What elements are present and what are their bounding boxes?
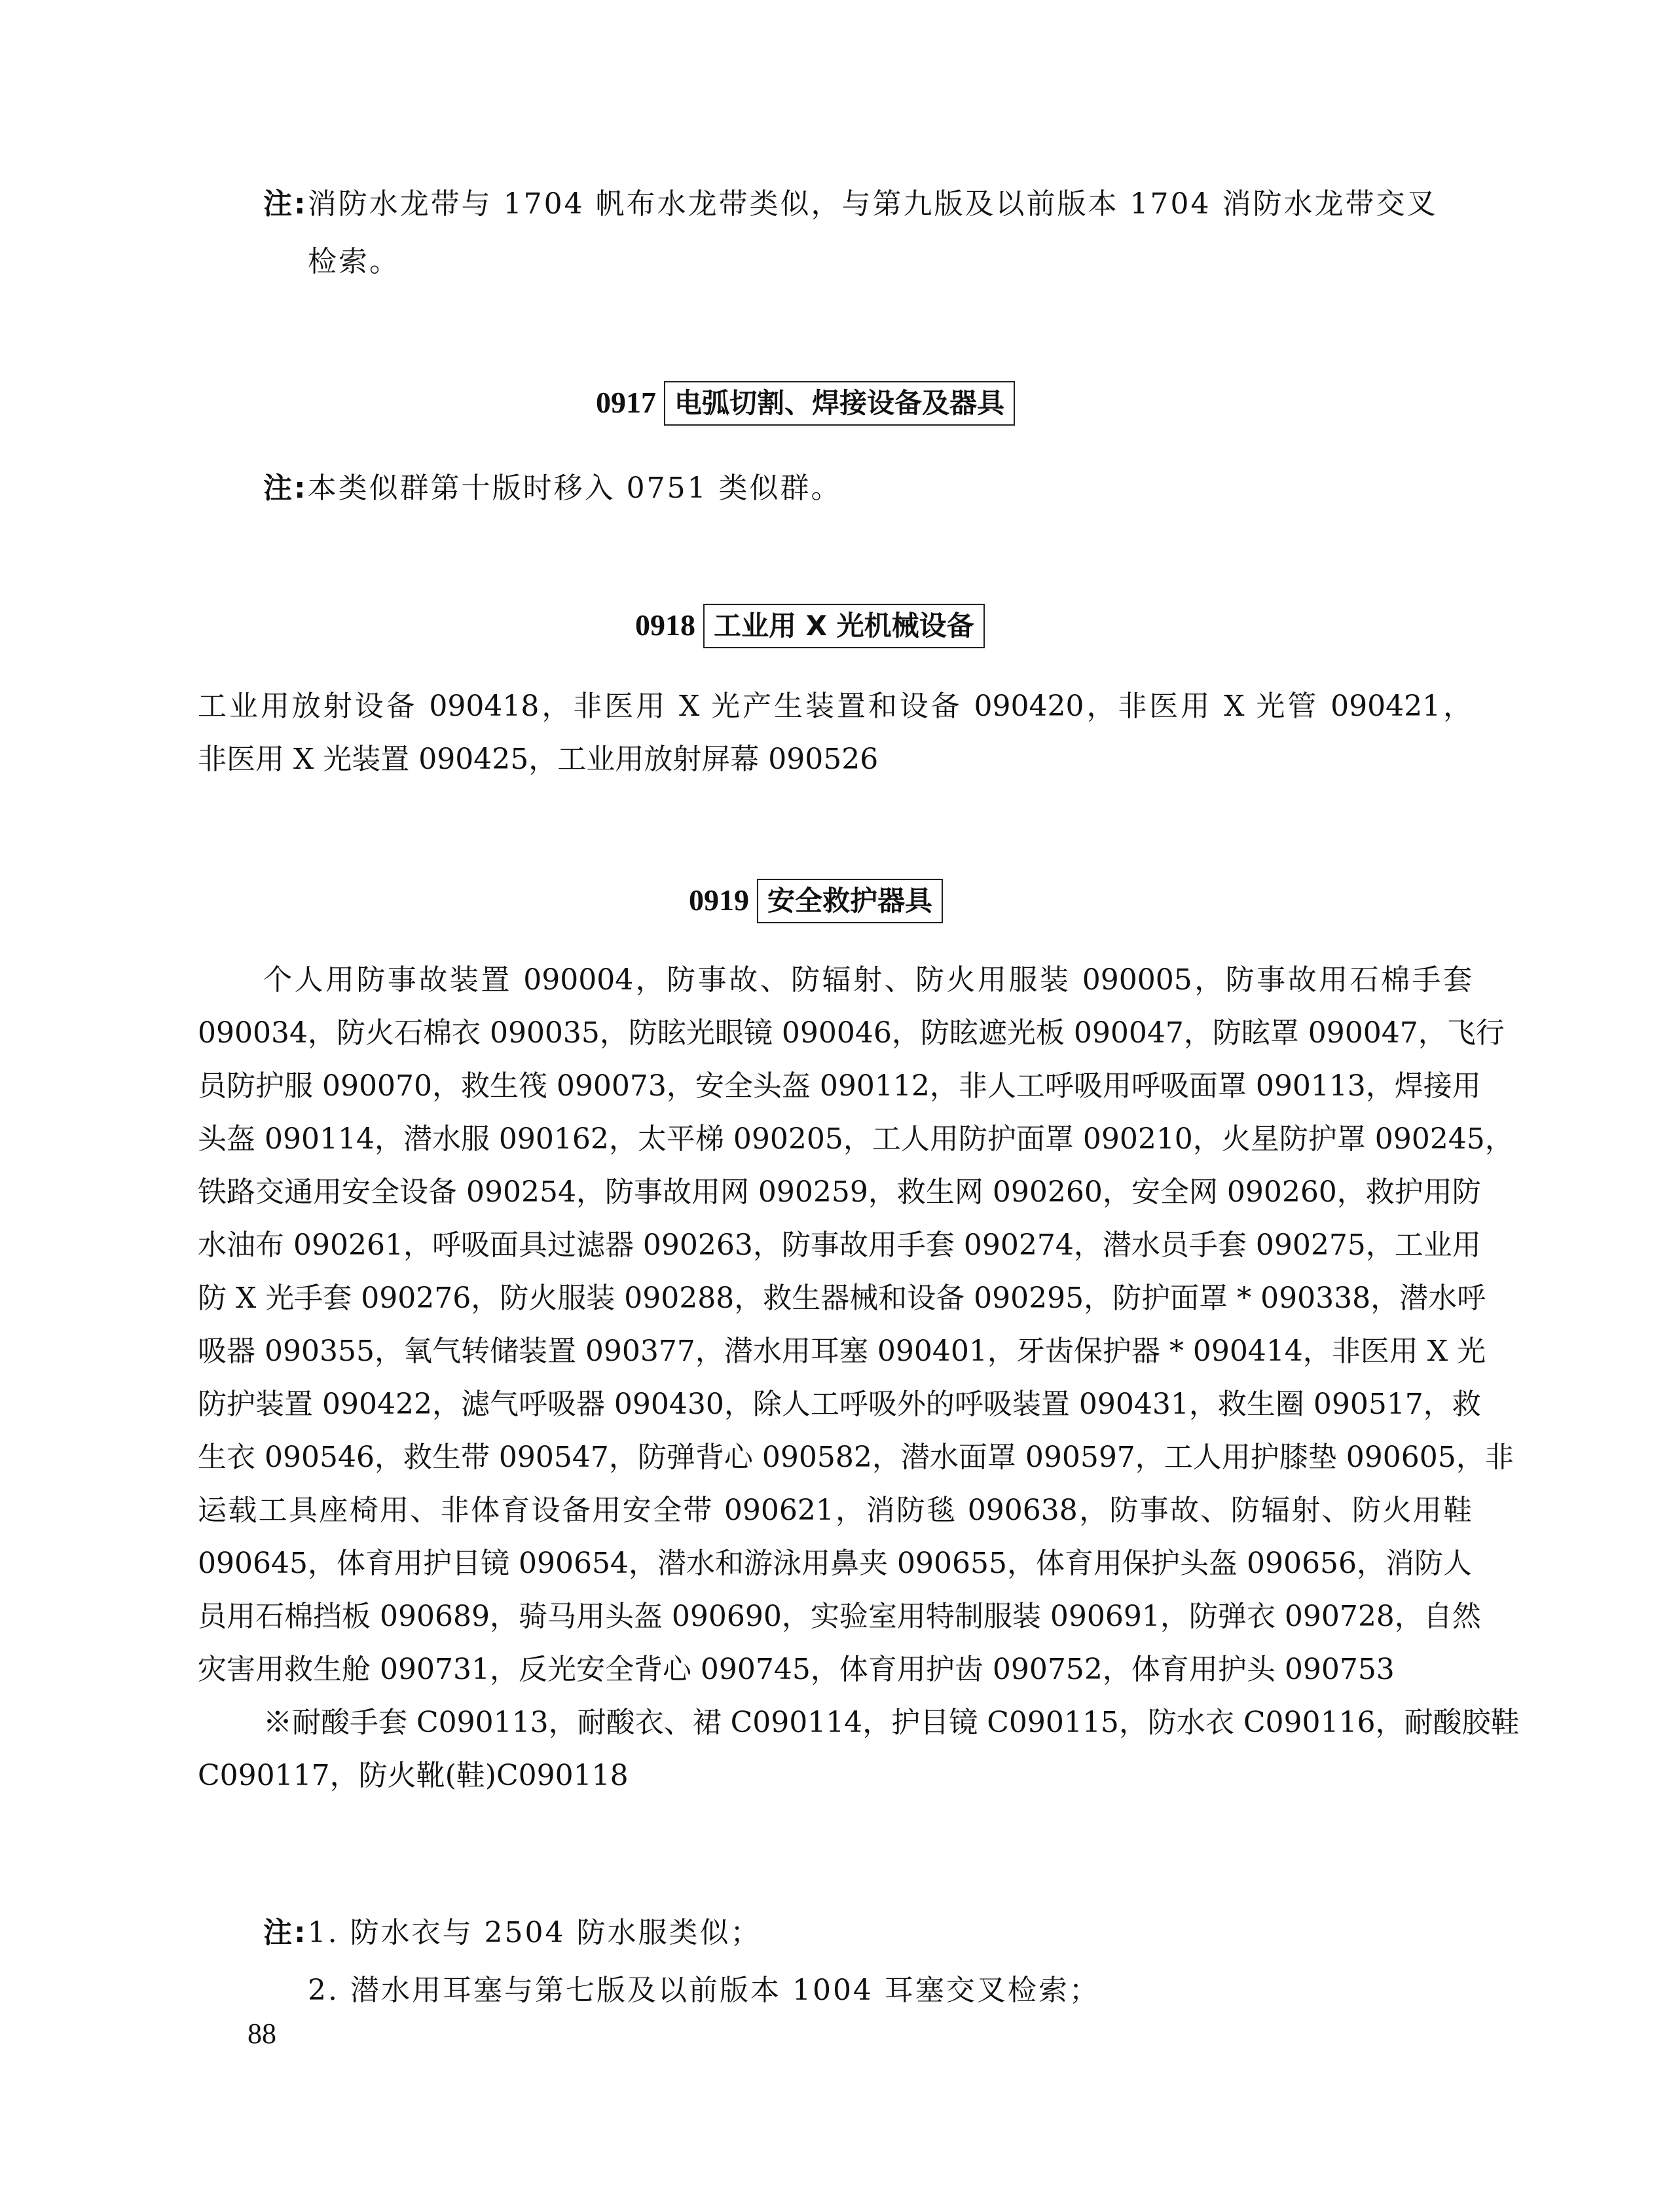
- class-title: 工业用 X 光机械设备: [703, 604, 985, 648]
- class-title: 电弧切割、焊接设备及器具: [664, 381, 1015, 426]
- body-line: 090034，防火石棉衣 090035，防眩光眼镜 090046，防眩遮光板 090047，防眩罩 090047，飞行: [198, 1016, 1505, 1050]
- note-text: 2. 潜水用耳塞与第七版及以前版本 1004 耳塞交叉检索；: [308, 1974, 1100, 2007]
- section-body-0919: [198, 953, 1520, 1802]
- section-body-0918: [198, 680, 1472, 786]
- body-line: 运载工具座椅用、非体育设备用安全带 090621，消防毯 090638，防事故、防辐射、防火用鞋: [198, 1494, 1472, 1527]
- class-code: 0919: [689, 883, 749, 917]
- class-title: 安全救护器具: [757, 879, 943, 923]
- body-line: 员防护服 090070，救生筏 090073，安全头盔 090112，非人工呼吸用呼吸面罩 090113，焊接用: [198, 1069, 1481, 1103]
- body-line: 员用石棉挡板 090689，骑马用头盔 090690，实验室用特制服装 090691，防弹衣 090728，自然: [198, 1600, 1481, 1633]
- body-line: 生衣 090546，救生带 090547，防弹背心 090582，潜水面罩 090597，工人用护膝垫 090605，非: [198, 1441, 1514, 1474]
- section-note-0919-1: [263, 1907, 762, 1959]
- top-note: [263, 178, 1438, 230]
- section-heading-0919: [689, 879, 943, 923]
- note-text: 本类似群第十版时移入 0751 类似群。: [307, 471, 842, 505]
- note-text: 1. 防水衣与 2504 防水服类似；: [307, 1916, 762, 1949]
- section-note-0919-2: [308, 1964, 1100, 2017]
- extra-line: C090117，防火靴(鞋)C090118: [198, 1759, 629, 1792]
- note-label: 注:: [263, 187, 308, 221]
- note-label: 注:: [263, 471, 308, 505]
- body-line: 非医用 X 光装置 090425，工业用放射屏幕 090526: [198, 743, 879, 776]
- class-code: 0918: [635, 608, 695, 642]
- body-line: 吸器 090355，氧气转储装置 090377，潜水用耳塞 090401，牙齿保护器 * 090414，非医用 X 光: [198, 1335, 1486, 1368]
- note-text: 检索。: [308, 245, 400, 278]
- body-line: 工业用放射设备 090418，非医用 X 光产生装置和设备 090420，非医用 X 光管 090421，: [198, 690, 1472, 723]
- top-note-continuation: [308, 236, 400, 288]
- page-number: 88: [248, 2018, 276, 2050]
- body-line: 防 X 光手套 090276，防火服装 090288，救生器械和设备 090295，防护面罩 * 090338，潜水呼: [198, 1281, 1486, 1315]
- body-line: 090645，体育用护目镜 090654，潜水和游泳用鼻夹 090655，体育用保护头盔 090656，消防人: [198, 1547, 1472, 1580]
- body-line: 水油布 090261，呼吸面具过滤器 090263，防事故用手套 090274，潜水员手套 090275，工业用: [198, 1228, 1481, 1262]
- body-line: 个人用防事故装置 090004，防事故、防辐射、防火用服装 090005，防事故用石棉手套: [263, 963, 1472, 997]
- body-line: 灾害用救生舱 090731，反光安全背心 090745，体育用护齿 090752，体育用护头 090753: [198, 1653, 1395, 1686]
- section-heading-0917: [596, 381, 1015, 426]
- extra-line: ※耐酸手套 C090113，耐酸衣、裙 C090114，护目镜 C090115，防水衣 C090116，耐酸胶鞋: [263, 1706, 1520, 1739]
- body-line: 防护装置 090422，滤气呼吸器 090430，除人工呼吸外的呼吸装置 090431，救生圈 090517，救: [198, 1388, 1481, 1421]
- body-line: 铁路交通用安全设备 090254，防事故用网 090259，救生网 090260，安全网 090260，救护用防: [198, 1175, 1481, 1209]
- section-heading-0918: [635, 604, 985, 648]
- section-note-0917: [263, 462, 842, 515]
- note-text: 消防水龙带与 1704 帆布水龙带类似，与第九版及以前版本 1704 消防水龙带交叉: [307, 187, 1438, 221]
- note-label: 注:: [263, 1916, 308, 1949]
- class-code: 0917: [596, 386, 656, 419]
- body-line: 头盔 090114，潜水服 090162，太平梯 090205，工人用防护面罩 090210，火星防护罩 090245，: [198, 1122, 1514, 1156]
